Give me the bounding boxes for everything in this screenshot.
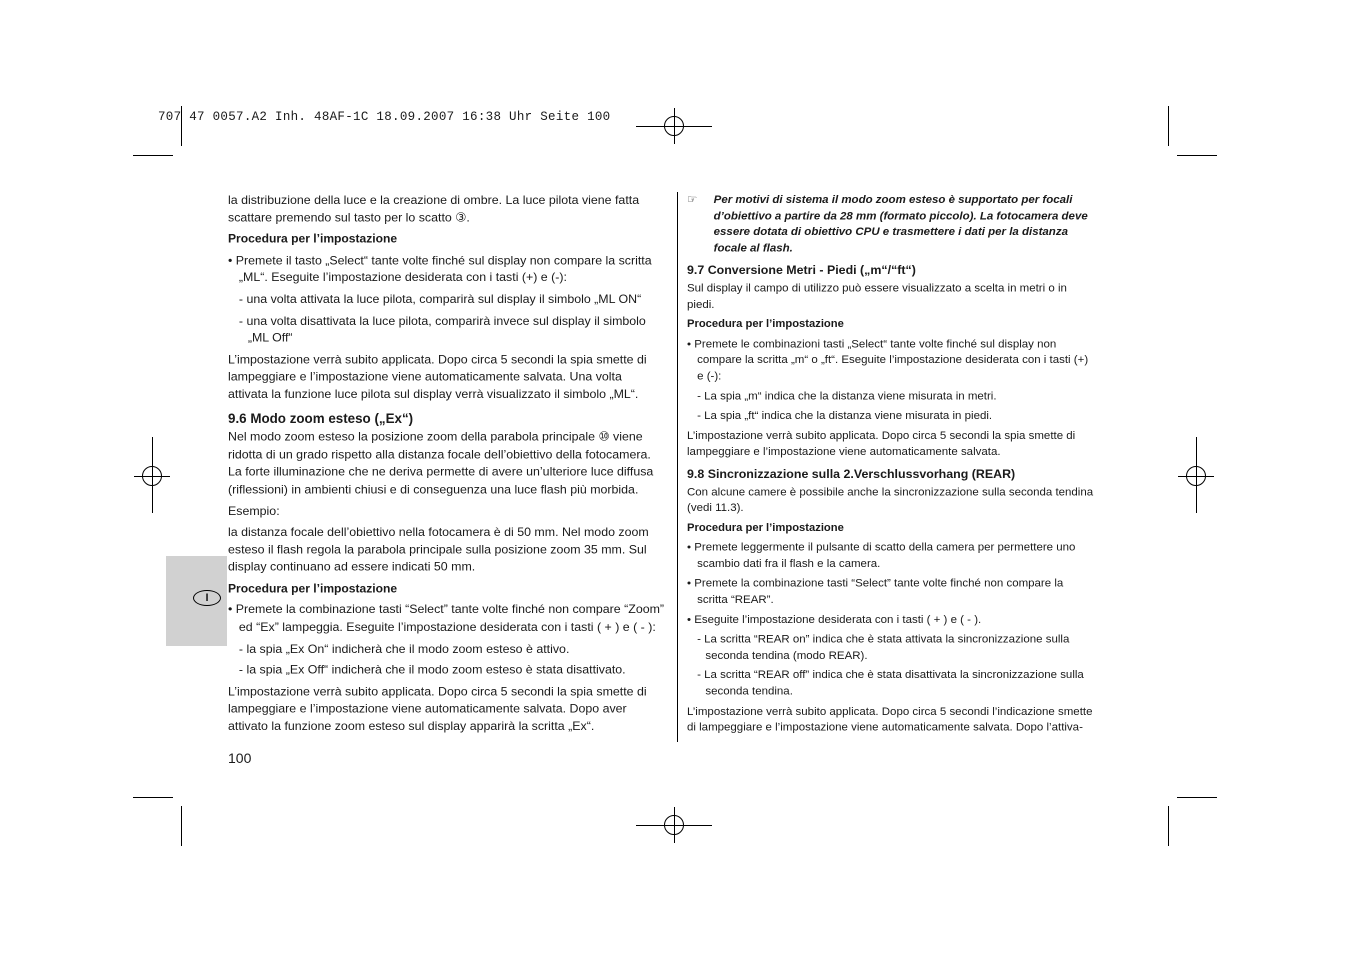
paragraph: Con alcune camere è possibile anche la sincronizzazione sulla seconda tendina (vedi 11.3). [687, 484, 1094, 514]
language-badge: I [193, 590, 221, 606]
crop-mark [1177, 797, 1217, 798]
paragraph: L’impostazione verrà subito applicata. Dopo circa 5 secondi la spia smette di lampeggiare e l’impostazione viene automaticamente salvata. Dopo aver attivato la funzione zoom esteso sul display apparirà la scritta „Ex“. [228, 684, 647, 734]
dash-item: - La scritta “REAR on” indica che è stata attivata la sincronizzazione sulla seconda tendina (modo REAR). [697, 632, 1070, 662]
paragraph: L’impostazione verrà subito applicata. Dopo circa 5 secondi la spia smette di lampeggiare e l’impostazione viene automaticamente salvata. [687, 428, 1076, 458]
procedure-heading: Procedura per l’impostazione [687, 520, 844, 534]
procedure-heading: Procedura per l’impostazione [228, 581, 398, 596]
section-heading-9-8: 9.8 Sincronizzazione sulla 2.Verschlussvorhang (REAR) [687, 466, 1016, 481]
bullet-item: • Eseguite l’impostazione desiderata con i tasti ( + ) e ( - ). [687, 612, 982, 626]
dash-item: - La spia „ft“ indica che la distanza viene misurata in piedi. [697, 408, 993, 422]
bullet-item: • Premete la combinazione tasti “Select” tante volte finché non compare la scritta “REAR”. [687, 576, 1064, 606]
bullet-item: • Premete leggermente il pulsante di scatto della camera per permettere uno scambio dati fra il flash e la camera. [687, 540, 1076, 570]
paragraph: Nel modo zoom esteso la posizione zoom della parabola principale ⑩ viene ridotta di un grado rispetto alla distanza focale dell’obiettivo della fotocamera. La forte illuminazione che ne deriva permette di avere un’ulteriore luce diffusa (riflessioni) in ambienti chiusi e di conseguenza una luce flash più morbida. [228, 429, 654, 497]
bullet-item: • Premete il tasto „Select“ tante volte finché sul display non compare la scritta „ML“. Eseguite l’impostazione desiderata con i tasti (+) e (-): [228, 253, 652, 285]
right-column [687, 192, 1097, 740]
bullet-item: • Premete la combinazione tasti “Select” tante volte finché non compare “Zoom” ed “Ex” lampeggia. Eseguite l’impostazione desiderata con i tasti ( + ) e ( - ): [228, 602, 665, 635]
column-divider [677, 192, 678, 742]
bullet-item: • Premete le combinazioni tasti „Select“ tante volte finché sul display non compare la scritta „m“ o „ft“. Eseguite l’impostazione desiderata con i tasti (+) e (-): [687, 336, 1089, 383]
paragraph: L’impostazione verrà subito applicata. Dopo circa 5 secondi la spia smette di lampeggiare e l’impostazione viene automaticamente salvata. Una volta attivata la funzione luce pilota sul display verrà visualizzato il simbolo „ML“. [228, 352, 647, 402]
page-number: 100 [228, 750, 252, 766]
example-label: Esempio: [228, 503, 280, 518]
paragraph: la distanza focale dell’obiettivo nella fotocamera è di 50 mm. Nel modo zoom esteso il flash regola la parabola principale sulla posizione zoom 35 mm. Sul display continuano ad essere indicati 50 mm. [228, 525, 649, 574]
left-column [228, 192, 664, 740]
crop-mark [1177, 155, 1217, 156]
dash-item: - la spia „Ex Off“ indicherà che il modo zoom esteso è stata disattivato. [238, 662, 626, 677]
dash-item: - La scritta “REAR off” indica che è stata disattivata la sincronizzazione sulla seconda tendina. [697, 668, 1084, 698]
note-paragraph [687, 192, 1097, 257]
dash-item: - La spia „m“ indica che la distanza viene misurata in metri. [697, 389, 997, 403]
section-heading-9-7: 9.7 Conversione Metri - Piedi („m“/“ft“) [687, 263, 916, 277]
dash-item: - una volta attivata la luce pilota, comparirà sul display il simbolo „ML ON“ [238, 292, 642, 306]
intro-paragraph: la distribuzione della luce e la creazione di ombre. La luce pilota viene fatta scattare premendo sul tasto per lo scatto ③. [228, 192, 640, 225]
crop-mark [133, 155, 173, 156]
dash-item: - la spia „Ex On“ indicherà che il modo zoom esteso è attivo. [238, 641, 570, 656]
print-header: 707 47 0057.A2 Inh. 48AF-1C 18.09.2007 16:38 Uhr Seite 100 [158, 110, 611, 124]
paragraph: L’impostazione verrà subito applicata. Dopo circa 5 secondi l’indicazione smette di lampeggiare e l’impostazione viene automaticamente salvata. Dopo l’attiva- [687, 704, 1093, 734]
crop-mark [1168, 106, 1169, 146]
crop-mark [1168, 806, 1169, 846]
crop-mark [181, 806, 182, 846]
crop-mark [133, 797, 173, 798]
procedure-heading: Procedura per l’impostazione [687, 317, 844, 330]
paragraph: Sul display il campo di utilizzo può essere visualizzato a scelta in metri o in piedi. [687, 281, 1067, 311]
procedure-heading: Procedura per l’impostazione [228, 231, 398, 246]
dash-item: - una volta disattivata la luce pilota, comparirà invece sul display il simbolo „ML Off“ [238, 313, 646, 345]
language-tab [166, 556, 227, 646]
note-text: Per motivi di sistema il modo zoom esteso è supportato per focali d’obiettivo a partire da 28 mm (formato piccolo). La fotocamera deve essere dotata di obiettivo CPU e trasmettere i dati per la distanza focale al flash. [713, 192, 1088, 255]
section-heading-9-6: 9.6 Modo zoom esteso („Ex“) [228, 410, 414, 426]
pointing-hand-icon: ☞ [687, 192, 698, 206]
